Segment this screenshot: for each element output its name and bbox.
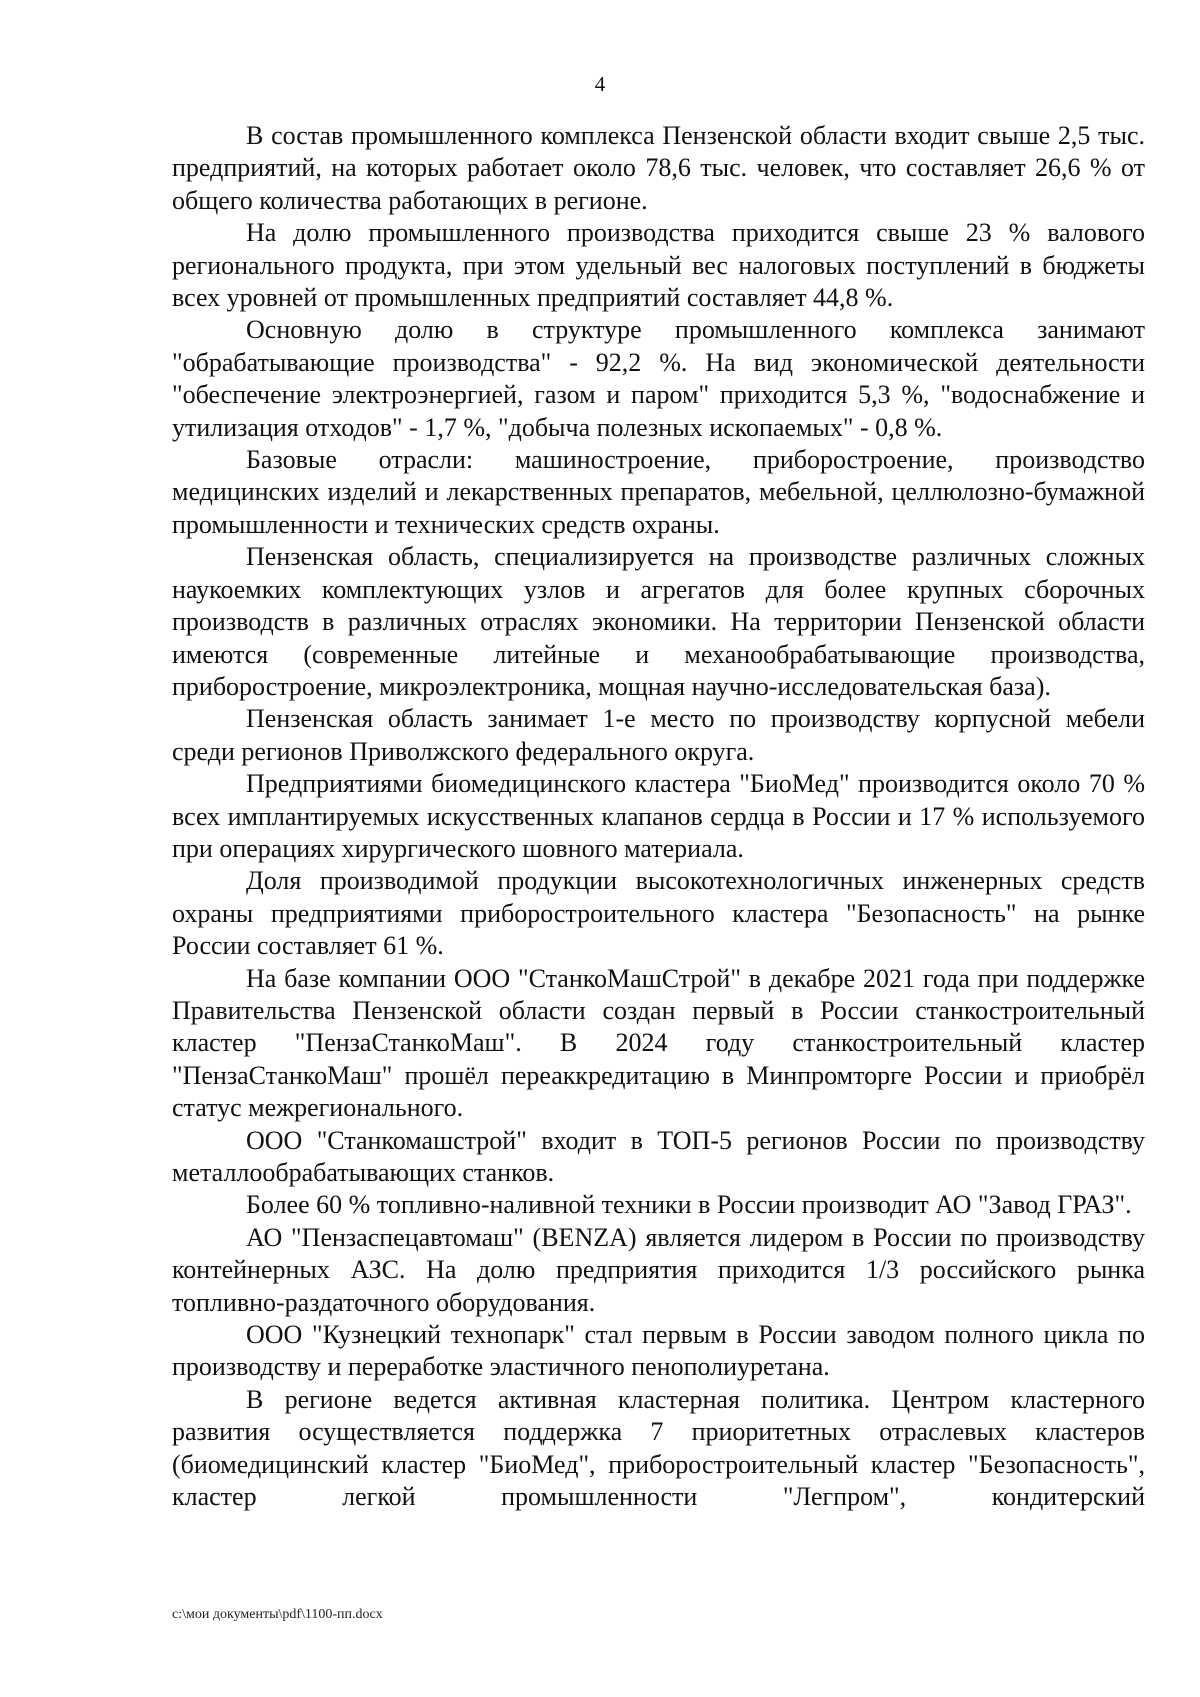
paragraph-industry-structure: Основную долю в структуре промышленного комплекса занимают "обрабатывающие производства" - 92,2 %. На вид экономической деятельности "обеспечение электроэнергией, газом и паром" приходится 5,3 %, "водоснабжение и утилизация отходов" - 1,7 %, "добыча полезных ископаемых" - 0,8 %.	[172, 315, 1145, 442]
paragraph-base-industries: Базовые отрасли: машиностроение, приборостроение, производство медицинских изделий и лекарственных препаратов, мебельной, целлюлозно-бумажной промышленности и технических средств охраны.	[172, 445, 1145, 539]
paragraph-biomed-cluster: Предприятиями биомедицинского кластера "БиоМед" производится около 70 % всех имплантируемых искусственных клапанов сердца в России и 17 % используемого при операциях хирургического шовного материала.	[172, 769, 1145, 863]
paragraph-furniture: Пензенская область занимает 1-е место по производству корпусной мебели среди регионов Приволжского федерального округа.	[172, 704, 1145, 766]
paragraph-kuznetsk-technopark: ООО "Кузнецкий технопарк" стал первым в России заводом полного цикла по производству и переработке эластичного пенополиуретана.	[172, 1320, 1145, 1382]
paragraph-security-cluster: Доля производимой продукции высокотехнологичных инженерных средств охраны предприятиями приборостроительного кластера "Безопасность" на рынке России составляет 61 %.	[172, 866, 1145, 961]
footer-file-path: c:\мои документы\pdf\1100-пп.docx	[172, 1607, 383, 1622]
paragraph-cluster-policy: В регионе ведется активная кластерная политика. Центром кластерного развития осуществляется поддержка 7 приоритетных отраслевых кластеров (биомедицинский кластер "БиоМед", приборостроительный кластер "Безопасность", кластер легкой промышленности "Легпром", кондитерский	[172, 1384, 1145, 1512]
page-number: 4	[594, 72, 606, 96]
paragraph-specialization: Пензенская область, специализируется на производстве различных сложных наукоемких комплектующих узлов и агрегатов для более крупных сборочных производств в различных отраслях экономики. На территории Пензенской области имеются (современные литейные и механообрабатывающие производства, приборостроение, микроэлектроника, мощная научно-исследовательская база).	[172, 542, 1145, 701]
document-body	[172, 120, 1145, 1513]
paragraph-graz-plant: Более 60 % топливно-наливной техники в России производит АО "Завод ГРАЗ".	[246, 1190, 1132, 1220]
paragraph-industrial-complex: В состав промышленного комплекса Пензенской области входит свыше 2,5 тыс. предприятий, на которых работает около 78,6 тыс. человек, что составляет 26,6 % от общего количества работающих в регионе.	[172, 121, 1145, 215]
paragraph-stankomashstroy: ООО "Станкомашстрой" входит в ТОП-5 регионов России по производству металлообрабатывающих станков.	[172, 1125, 1145, 1187]
paragraph-machine-tool-cluster: На базе компании ООО "СтанкоМашСтрой" в декабре 2021 года при поддержке Правительства Пензенской области создан первый в России станкостроительный кластер "ПензаСтанкоМаш". В 2024 году станкостроительный кластер "ПензаСтанкоМаш" прошёл переаккредитацию в Минпромторге России и приобрёл статус межрегионального.	[172, 963, 1145, 1123]
paragraph-benza: АО "Пензаспецавтомаш" (BENZA) является лидером в России по производству контейнерных АЗС. На долю предприятия приходится 1/3 российского рынка топливно-раздаточного оборудования.	[172, 1222, 1145, 1317]
paragraph-grp-share: На долю промышленного производства приходится свыше 23 % валового регионального продукта, при этом удельный вес налоговых поступлений в бюджеты всех уровней от промышленных предприятий составляет 44,8 %.	[172, 218, 1145, 313]
